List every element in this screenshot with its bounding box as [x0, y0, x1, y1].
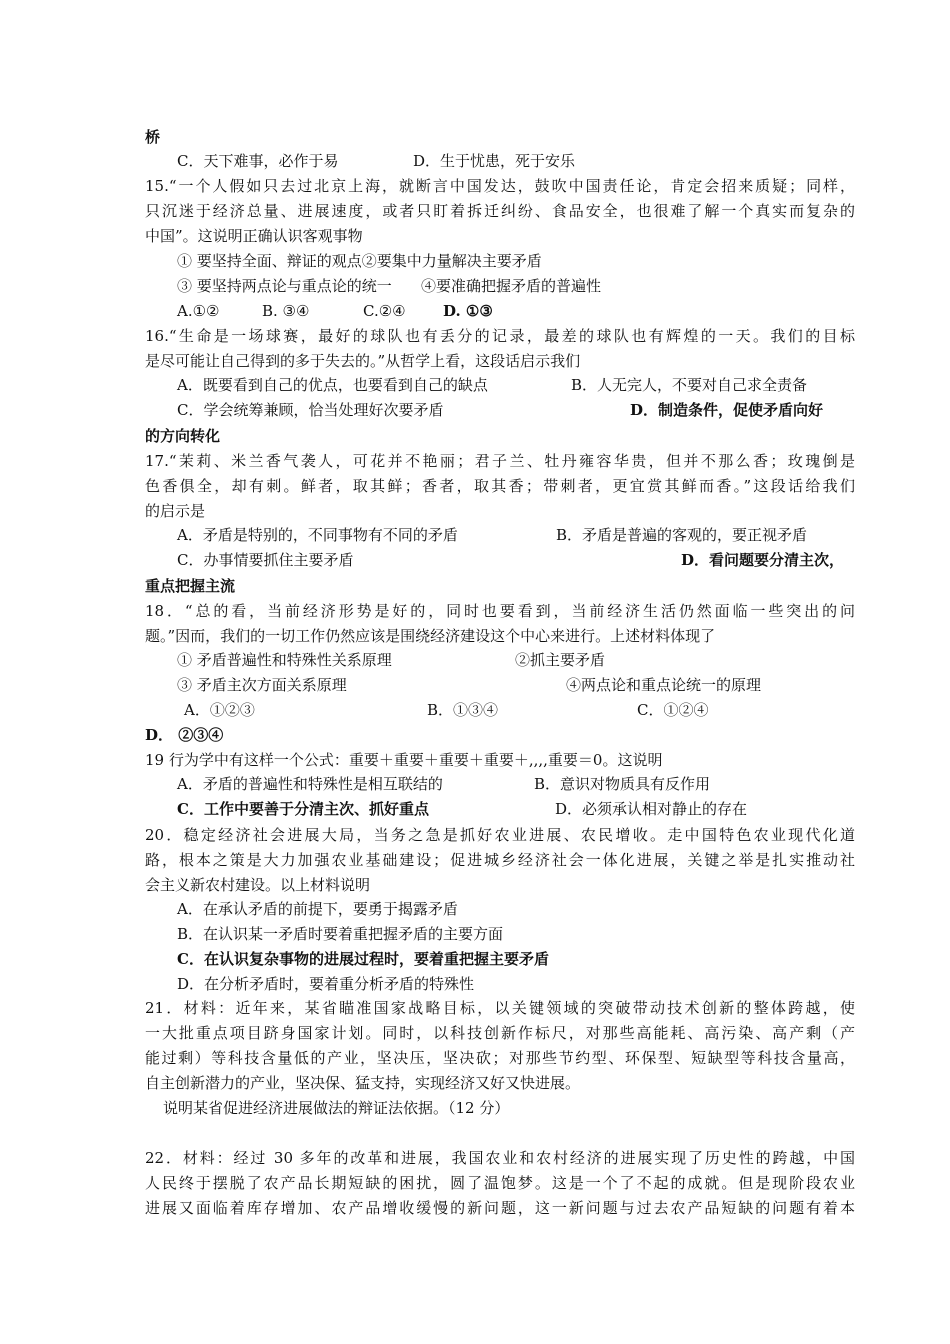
question-18-stem: 题。”因而，我们的一切工作仍然应该是围绕经济建设这个中心来进行。上述材料体现了 [145, 627, 716, 645]
option-c-answer: C．在认识复杂事物的进展过程时，要着重把握主要矛盾 [177, 950, 549, 968]
statement: ④两点论和重点论统一的原理 [566, 676, 762, 694]
question-17-stem: 色香俱全，却有刺。鲜者，取其鲜；香者，取其香；带刺者，更宜赏其鲜而香。”这段话给我们 [145, 477, 855, 495]
question-16-stem: 是尽可能让自己得到的多于失去的。”从哲学上看，这段话启示我们 [145, 352, 581, 370]
question-21-material: 一大批重点项目跻身国家计划。同时，以科技创新作标尺，对那些高能耗、高污染、高产剩（产 [145, 1024, 855, 1042]
option-d-answer: D． ②③④ [145, 726, 224, 744]
question-21-material: 能过剩）等科技含量低的产业，坚决压，坚决砍；对那些节约型、环保型、短缺型等科技含量高， [145, 1049, 855, 1067]
option-d: D．在分析矛盾时，要着重分析矛盾的特殊性 [177, 975, 475, 993]
option-c: C．天下难事，必作于易 [177, 152, 339, 170]
question-16-stem: 16.“生命是一场球赛，最好的球队也有丢分的记录，最差的球队也有辉煌的一天。我们的目标 [145, 327, 855, 345]
statement: ③ 矛盾主次方面关系原理 [177, 676, 347, 694]
question-15-stem: 中国”。这说明正确认识客观事物 [145, 227, 363, 245]
option-c: C．①②④ [637, 701, 709, 719]
statement: ④要准确把握矛盾的普遍性 [421, 277, 602, 295]
option-a: A．①②③ [184, 701, 255, 719]
option-b: B．矛盾是普遍的客观的，要正视矛盾 [556, 526, 808, 544]
question-22-material: 22．材料：经过 30 多年的改革和进展，我国农业和农村经济的进展实现了历史性的跨越，中国 [145, 1149, 855, 1167]
option-c: C．学会统筹兼顾，恰当处理好次要矛盾 [177, 401, 444, 419]
option-d: D．生于忧患，死于安乐 [413, 152, 576, 170]
option-d-answer: 的方向转化 [145, 427, 221, 445]
option-a: A．矛盾是特别的，不同事物有不同的矛盾 [177, 526, 458, 544]
option-d-answer: D．看问题要分清主次， [681, 551, 845, 569]
option-a: A．在承认矛盾的前提下，要勇于揭露矛盾 [177, 900, 458, 918]
option-a: A．既要看到自己的优点，也要看到自己的缺点 [177, 376, 488, 394]
question-20-stem: 20．稳定经济社会进展大局，当务之急是抓好农业进展、农民增收。走中国特色农业现代化道 [145, 826, 855, 844]
option-b: B．意识对物质具有反作用 [534, 775, 711, 793]
text-line: 桥 [145, 128, 161, 146]
statement: ① 矛盾普遍性和特殊性关系原理 [177, 651, 392, 669]
question-20-stem: 路，根本之策是大力加强农业基础建设；促进城乡经济社会一体化进展，关键之举是扎实推动社 [145, 851, 855, 869]
option-c: C.②④ [363, 302, 406, 320]
option-b: B. ③④ [262, 302, 310, 320]
question-15-stem: 15.“一个人假如只去过北京上海，就断言中国发达，鼓吹中国责任论，肯定会招来质疑；同样， [145, 177, 855, 195]
question-20-stem: 会主义新农村建设。以上材料说明 [145, 876, 371, 894]
question-19-stem: 19 行为学中有这样一个公式：重要＋重要＋重要＋重要＋,,,,重要＝0。这说明 [145, 751, 663, 769]
question-18-stem: 18．“总的看，当前经济形势是好的，同时也要看到，当前经济生活仍然面临一些突出的问 [145, 602, 855, 620]
question-22-material: 进展又面临着库存增加、农产品增收缓慢的新问题，这一新问题与过去农产品短缺的问题有着本 [145, 1199, 855, 1217]
option-d-answer: D. ①③ [443, 302, 493, 320]
option-d-answer: 重点把握主流 [145, 577, 236, 595]
option-d-answer: D．制造条件，促使矛盾向好 [630, 401, 824, 419]
question-22-material: 人民终于摆脱了农产品长期短缺的困扰，圆了温饱梦。这是一个了不起的成就。但是现阶段农业 [145, 1174, 855, 1192]
option-b: B．①③④ [427, 701, 499, 719]
option-b: B．在认识某一矛盾时要着重把握矛盾的主要方面 [177, 925, 504, 943]
statement: ① 要坚持全面、辩证的观点②要集中力量解决主要矛盾 [177, 252, 542, 270]
option-a: A．矛盾的普遍性和特殊性是相互联结的 [177, 775, 443, 793]
statement: ②抓主要矛盾 [515, 651, 606, 669]
statement: ③ 要坚持两点论与重点论的统一 [177, 277, 392, 295]
option-a: A.①② [177, 302, 220, 320]
question-17-stem: 17.“茉莉、米兰香气袭人，可花并不艳丽；君子兰、牡丹雍容华贵，但并不那么香；玫瑰倒是 [145, 452, 855, 470]
option-c: C．办事情要抓住主要矛盾 [177, 551, 354, 569]
option-b: B．人无完人，不要对自己求全责备 [571, 376, 808, 394]
option-d: D．必须承认相对静止的存在 [555, 800, 748, 818]
question-21-prompt: 说明某省促进经济进展做法的辩证法依据。（12 分） [163, 1099, 510, 1117]
question-15-stem: 只沉迷于经济总量、进展速度，或者只盯着拆迁纠纷、食品安全，也很难了解一个真实而复杂的 [145, 202, 855, 220]
question-21-material: 自主创新潜力的产业，坚决保、猛支持，实现经济又好又快进展。 [145, 1074, 581, 1092]
option-c-answer: C．工作中要善于分清主次、抓好重点 [177, 800, 429, 818]
question-21-material: 21．材料：近年来，某省瞄准国家战略目标，以关键领域的突破带动技术创新的整体跨越，使 [145, 999, 855, 1017]
question-17-stem: 的启示是 [145, 502, 206, 520]
